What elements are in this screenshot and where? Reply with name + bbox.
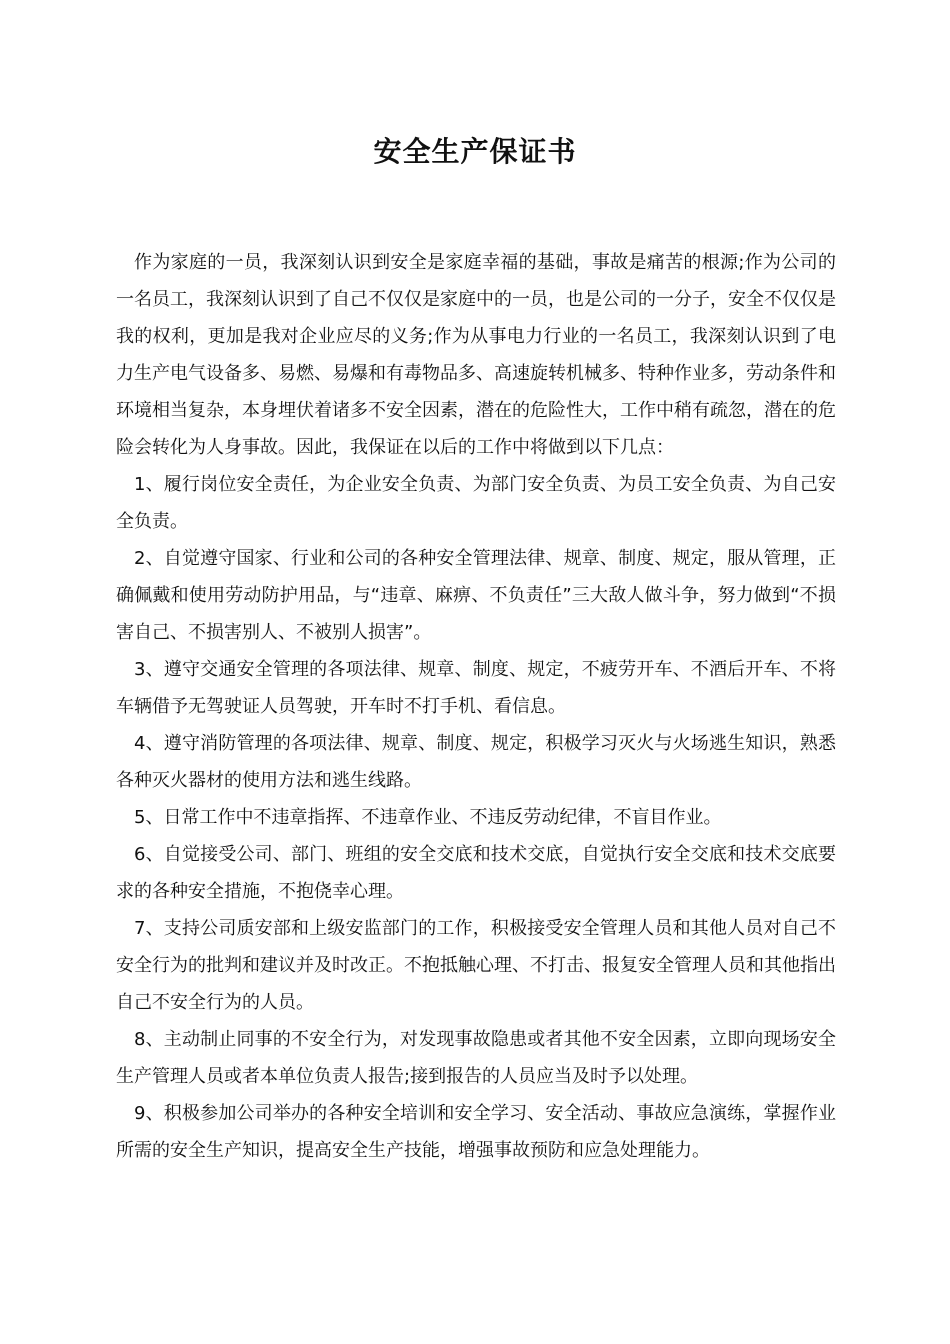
pledge-item-8: 8、主动制止同事的不安全行为，对发现事故隐患或者其他不安全因素，立即向现场安全生产管理人员或者本单位负责人报告;接到报告的人员应当及时予以处理。 bbox=[116, 1029, 836, 1087]
document-title: 安全生产保证书 bbox=[373, 135, 577, 168]
pledge-item-9: 9、积极参加公司举办的各种安全培训和安全学习、安全活动、事故应急演练，掌握作业所需的安全生产知识，提高安全生产技能，增强事故预防和应急处理能力。 bbox=[116, 1103, 836, 1161]
pledge-item-5: 5、日常工作中不违章指挥、不违章作业、不违反劳动纪律，不盲目作业。 bbox=[134, 807, 722, 828]
pledge-item-7: 7、支持公司质安部和上级安监部门的工作，积极接受安全管理人员和其他人员对自己不安全行为的批判和建议并及时改正。不抱抵触心理、不打击、报复安全管理人员和其他指出自己不安全行为的人员。 bbox=[116, 918, 836, 1013]
pledge-item-1: 1、履行岗位安全责任，为企业安全负责、为部门安全负责、为员工安全负责、为自己安全负责。 bbox=[116, 474, 836, 532]
pledge-item-2: 2、自觉遵守国家、行业和公司的各种安全管理法律、规章、制度、规定，服从管理，正确佩戴和使用劳动防护用品，与“违章、麻痹、不负责任”三大敌人做斗争，努力做到“不损害自己、不损害别人、不被别人损害”。 bbox=[116, 548, 836, 643]
pledge-item-3: 3、遵守交通安全管理的各项法律、规章、制度、规定，不疲劳开车、不酒后开车、不将车辆借予无驾驶证人员驾驶，开车时不打手机、看信息。 bbox=[116, 659, 836, 717]
pledge-item-4: 4、遵守消防管理的各项法律、规章、制度、规定，积极学习灭火与火场逃生知识，熟悉各种灭火器材的使用方法和逃生线路。 bbox=[116, 733, 836, 791]
document-body bbox=[116, 244, 836, 1169]
pledge-item-6: 6、自觉接受公司、部门、班组的安全交底和技术交底，自觉执行安全交底和技术交底要求的各种安全措施，不抱侥幸心理。 bbox=[116, 844, 836, 902]
intro-paragraph: 作为家庭的一员，我深刻认识到安全是家庭幸福的基础，事故是痛苦的根源;作为公司的一名员工，我深刻认识到了自己不仅仅是家庭中的一员，也是公司的一分子，安全不仅仅是我的权利，更加是我对企业应尽的义务;作为从事电力行业的一名员工，我深刻认识到了电力生产电气设备多、易燃、易爆和有毒物品多、高速旋转机械多、特种作业多，劳动条件和环境相当复杂，本身埋伏着诸多不安全因素，潜在的危险性大，工作中稍有疏忽，潜在的危险会转化为人身事故。因此，我保证在以后的工作中将做到以下几点： bbox=[116, 252, 836, 458]
